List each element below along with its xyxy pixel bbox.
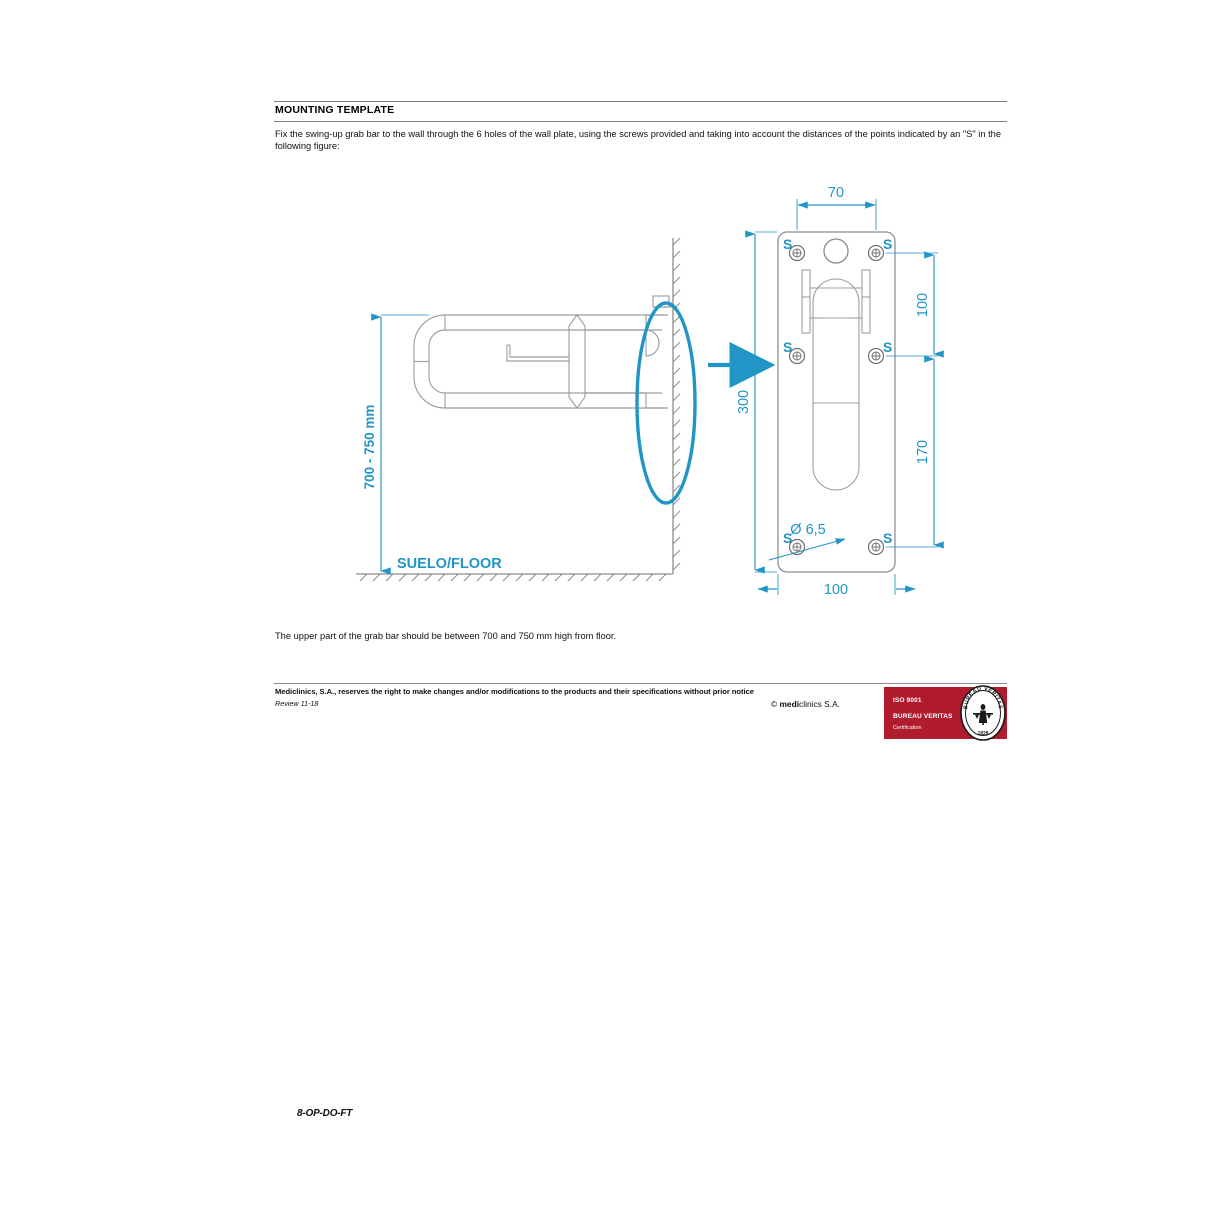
- header-rule-bottom: [274, 121, 1007, 122]
- iso-certification-badge: [884, 687, 1007, 739]
- copyright-symbol: ©: [770, 699, 780, 709]
- page-title: MOUNTING TEMPLATE: [275, 104, 395, 116]
- page-code: 8-OP-DO-FT: [297, 1108, 353, 1119]
- svg-text:1828: 1828: [977, 731, 989, 737]
- dimension-70-label: 70: [827, 185, 845, 201]
- section-header: [274, 101, 1007, 122]
- screw-label-s: S: [883, 236, 893, 252]
- center-hole: [824, 239, 848, 263]
- plate-view-group: [736, 185, 938, 598]
- dimension-300-label: 300: [736, 389, 752, 415]
- plate-mechanism: [802, 270, 870, 490]
- dimension-100-width: [758, 574, 915, 598]
- hole-diameter-label: Ø 6,5: [790, 522, 826, 538]
- intro-paragraph: Fix the swing-up grab bar to the wall through the 6 holes of the wall plate, using the screws provided and taking into account the distances of the points indicated by an "S" in the following figure:: [275, 129, 1001, 152]
- hole-diameter-callout: [769, 522, 845, 560]
- bureau-veritas-seal-icon: [953, 683, 1013, 743]
- dimension-300: [736, 232, 777, 572]
- hinge-assembly: [507, 296, 672, 408]
- side-view-group: [356, 238, 742, 581]
- dimension-170: [886, 359, 938, 547]
- dimension-100-upper-label: 100: [915, 292, 931, 318]
- wall-hatching: [673, 238, 680, 570]
- screw-hole: [869, 349, 884, 364]
- screw-label-s: S: [883, 530, 893, 546]
- dimension-100-upper: [886, 253, 938, 356]
- floor-label: SUELO/FLOOR: [397, 556, 502, 572]
- copyright-brand-bold: medi: [779, 699, 800, 709]
- screw-label-s: S: [783, 339, 793, 355]
- floor-hatching: [360, 574, 666, 581]
- footer-disclaimer: Mediclinics, S.A., reserves the right to make changes and/or modifications to the products and their specifications without prior notice: [275, 687, 754, 696]
- screw-label-s: S: [883, 339, 893, 355]
- dimension-70: [797, 185, 876, 230]
- technical-drawing: [274, 175, 1014, 615]
- footer-divider: [274, 683, 1007, 684]
- dimension-100-width-label: 100: [823, 582, 849, 598]
- screw-hole: [869, 246, 884, 261]
- iso-certification-label: Certification: [893, 725, 922, 731]
- dimension-170-label: 170: [915, 439, 931, 465]
- copyright-brand-rest: clinics S.A.: [799, 699, 840, 709]
- wall-plate-outline: [778, 232, 895, 572]
- footer-review: Review 11-18: [275, 699, 319, 708]
- screw-label-s: S: [783, 530, 793, 546]
- screw-hole: [869, 540, 884, 555]
- iso-badge-text: [893, 696, 953, 732]
- screw-labels: [783, 236, 892, 546]
- screw-holes: [790, 246, 884, 555]
- screw-label-s: S: [783, 236, 793, 252]
- svg-text:BUREAU VERITAS: BUREAU VERITAS: [962, 685, 1003, 710]
- iso-standard-label: ISO 9001: [893, 697, 922, 704]
- iso-body-label: BUREAU VERITAS: [893, 713, 953, 720]
- footer-copyright: [771, 699, 840, 709]
- height-dimension-label: 700 - 750 mm: [362, 404, 377, 490]
- note-paragraph: The upper part of the grab bar should be between 700 and 750 mm high from floor.: [275, 631, 617, 641]
